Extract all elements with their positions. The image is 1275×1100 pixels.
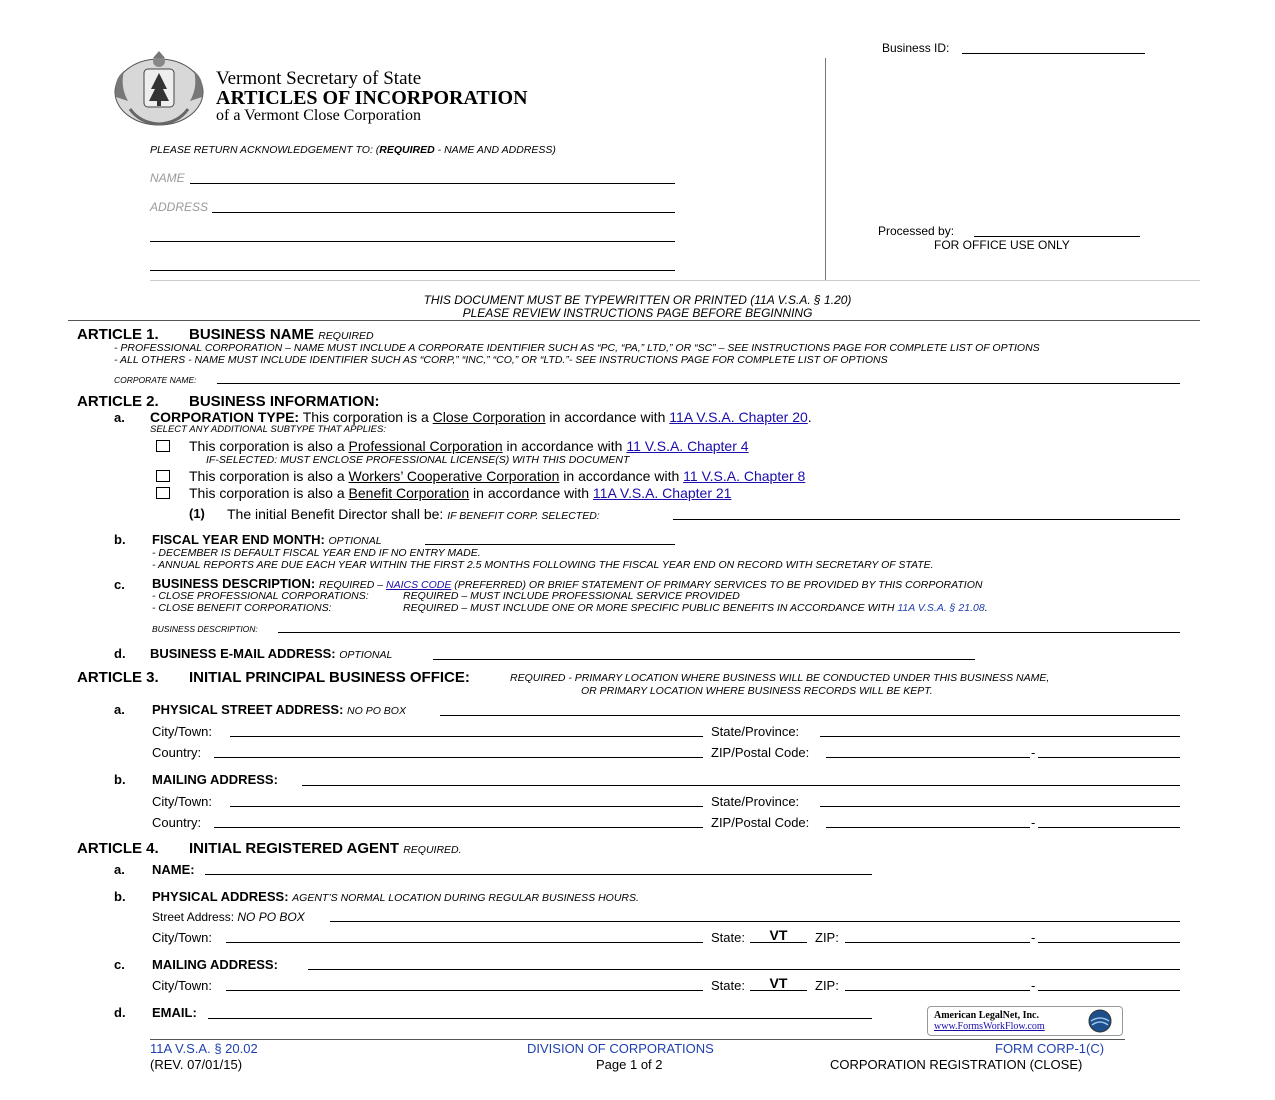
article3-title: INITIAL PRINCIPAL BUSINESS OFFICE: bbox=[189, 669, 470, 686]
a3a-zip-field[interactable] bbox=[826, 757, 1030, 758]
a3a-zip-label: ZIP/Postal Code: bbox=[711, 745, 810, 760]
a3-mailing-field[interactable] bbox=[302, 785, 1180, 786]
a3a-city-field[interactable] bbox=[230, 736, 703, 737]
a4c-zip-dash: - bbox=[1031, 978, 1036, 993]
a3a-state-field[interactable] bbox=[820, 736, 1180, 737]
a3b-zip4-field[interactable] bbox=[1038, 827, 1180, 828]
chapter20-link[interactable]: 11A V.S.A. Chapter 20 bbox=[669, 409, 808, 425]
agent-email-field[interactable] bbox=[208, 1018, 872, 1019]
article4-title: INITIAL REGISTERED AGENT REQUIRED. bbox=[189, 840, 462, 857]
professional-license-note: IF-SELECTED: MUST ENCLOSE PROFESSIONAL LICENSE(S) WITH THIS DOCUMENT bbox=[206, 454, 630, 466]
return-ack-label: PLEASE RETURN ACKNOWLEDGEMENT TO: (REQUIRED - NAME AND ADDRESS) bbox=[150, 144, 556, 156]
workers-coop-option: This corporation is also a Workers’ Cooperative Corporation in accordance with 11 V.S.A. Chapter 8 bbox=[189, 468, 806, 484]
article2-number: ARTICLE 2. bbox=[77, 393, 159, 410]
a3b-state-label: State/Province: bbox=[711, 794, 800, 809]
corporation-type-line: CORPORATION TYPE: This corporation is a Close Corporation in accordance with 11A V.S.A. Chapter 20. bbox=[150, 409, 812, 425]
processed-by-field[interactable] bbox=[974, 236, 1140, 237]
a4c-zip4-field[interactable] bbox=[1038, 990, 1180, 991]
a3b-zip-dash: - bbox=[1031, 815, 1036, 830]
address-label: ADDRESS bbox=[150, 200, 209, 214]
physical-street-field[interactable] bbox=[440, 715, 1180, 716]
professional-corp-option: This corporation is also a Professional Corporation in accordance with 11 V.S.A. Chapter 4 bbox=[189, 438, 749, 454]
a4c-state-label: State: bbox=[711, 978, 745, 993]
processed-by-label: Processed by: bbox=[878, 224, 955, 238]
a3a-zip4-field[interactable] bbox=[1038, 757, 1180, 758]
name-label: NAME bbox=[150, 171, 185, 185]
agent-street-field[interactable] bbox=[330, 921, 1180, 922]
a3a-city-label: City/Town: bbox=[152, 724, 212, 739]
a4b-zip-field[interactable] bbox=[845, 942, 1030, 943]
american-legalnet-badge[interactable] bbox=[927, 1006, 1123, 1036]
footer-form-description: CORPORATION REGISTRATION (CLOSE) bbox=[830, 1057, 1083, 1072]
page-title: ARTICLES OF INCORPORATION bbox=[216, 87, 528, 109]
corporate-name-field[interactable] bbox=[217, 383, 1180, 384]
agent-mailing-label: MAILING ADDRESS: bbox=[152, 957, 278, 972]
a4b-city-field[interactable] bbox=[226, 942, 703, 943]
a3a-country-label: Country: bbox=[152, 745, 202, 760]
article3-req1: REQUIRED - PRIMARY LOCATION WHERE BUSINESS WILL BE CONDUCTED UNDER THIS BUSINESS NAME, bbox=[510, 672, 1050, 684]
a4b-zip-dash: - bbox=[1031, 930, 1036, 945]
a4b-city-label: City/Town: bbox=[152, 930, 212, 945]
workers-coop-checkbox[interactable] bbox=[156, 470, 170, 482]
article4-a-letter: a. bbox=[114, 862, 125, 877]
a4c-city-field[interactable] bbox=[226, 990, 703, 991]
a4c-zip-label: ZIP: bbox=[815, 978, 839, 993]
notice-line1: THIS DOCUMENT MUST BE TYPEWRITTEN OR PRINTED (11A V.S.A. § 1.20) bbox=[423, 293, 852, 307]
naics-code-link[interactable]: NAICS CODE bbox=[385, 579, 452, 591]
article1-note2: - ALL OTHERS - NAME MUST INCLUDE IDENTIFIER SUCH AS “CORP,” “INC,” “CO,” OR “LTD.”- SEE INSTRUCTIONS PAGE FOR COMPLETE LIST OF OPTIONS bbox=[114, 354, 888, 366]
business-email-label: BUSINESS E-MAIL ADDRESS: OPTIONAL bbox=[150, 646, 393, 661]
benefit-corp-checkbox[interactable] bbox=[156, 487, 170, 499]
title-line3: of a Vermont Close Corporation bbox=[216, 107, 422, 124]
close-prof-note: REQUIRED – MUST INCLUDE PROFESSIONAL SERVICE PROVIDED bbox=[403, 590, 740, 602]
business-id-field[interactable] bbox=[962, 53, 1145, 54]
agent-physical-label: PHYSICAL ADDRESS: AGENT’S NORMAL LOCATION DURING REGULAR BUSINESS HOURS. bbox=[152, 889, 639, 904]
article1-title: BUSINESS NAME REQUIRED bbox=[189, 326, 374, 343]
article3-req2: OR PRIMARY LOCATION WHERE BUSINESS RECORDS WILL BE KEPT. bbox=[581, 685, 933, 697]
agent-name-field[interactable] bbox=[205, 874, 872, 875]
article1-number: ARTICLE 1. bbox=[77, 326, 159, 343]
footer-divider bbox=[150, 1039, 1125, 1040]
article2-d-letter: d. bbox=[114, 646, 126, 661]
article2-b-letter: b. bbox=[114, 532, 126, 547]
a3b-city-field[interactable] bbox=[230, 806, 703, 807]
article4-number: ARTICLE 4. bbox=[77, 840, 159, 857]
badge-url: www.FormsWorkFlow.com bbox=[934, 1021, 1045, 1032]
a3b-zip-label: ZIP/Postal Code: bbox=[711, 815, 810, 830]
title-line1: Vermont Secretary of State bbox=[216, 68, 422, 89]
subtype-note: SELECT ANY ADDITIONAL SUBTYPE THAT APPLIES: bbox=[150, 424, 386, 435]
business-description-field[interactable] bbox=[278, 632, 1180, 633]
a4c-state-value[interactable]: VT bbox=[750, 977, 807, 991]
a4c-zip-field[interactable] bbox=[845, 990, 1030, 991]
a3a-country-field[interactable] bbox=[214, 757, 703, 758]
article4-c-letter: c. bbox=[114, 957, 125, 972]
agent-mailing-field[interactable] bbox=[308, 969, 1180, 970]
agent-name-label: NAME: bbox=[152, 862, 195, 877]
article3-number: ARTICLE 3. bbox=[77, 669, 159, 686]
business-description-heading: BUSINESS DESCRIPTION: REQUIRED – NAICS CODE (PREFERRED) OR BRIEF STATEMENT OF PRIMARY SERVICES TO BE PROVIDED BY THIS CORPORATION bbox=[152, 576, 983, 591]
footer-form-number: FORM CORP-1(C) bbox=[995, 1041, 1105, 1056]
article2-title: BUSINESS INFORMATION: bbox=[189, 393, 380, 410]
chapter21-link[interactable]: 11A V.S.A. Chapter 21 bbox=[592, 485, 732, 501]
a4b-state-label: State: bbox=[711, 930, 745, 945]
business-description-label: BUSINESS DESCRIPTION: bbox=[152, 624, 258, 634]
return-address-field-1[interactable] bbox=[212, 212, 675, 213]
a4b-zip-label: ZIP: bbox=[815, 930, 839, 945]
close-benefit-note-label: - CLOSE BENEFIT CORPORATIONS: bbox=[152, 602, 332, 614]
fiscal-note1: - DECEMBER IS DEFAULT FISCAL YEAR END IF NO ENTRY MADE. bbox=[152, 547, 481, 559]
article3-a-letter: a. bbox=[114, 702, 125, 717]
office-divider bbox=[825, 58, 826, 280]
a3b-zip-field[interactable] bbox=[826, 827, 1030, 828]
footer-statute: 11A V.S.A. § 20.02 bbox=[150, 1041, 258, 1056]
header-divider bbox=[150, 280, 1200, 281]
close-prof-note-label: - CLOSE PROFESSIONAL CORPORATIONS: bbox=[152, 590, 369, 602]
chapter4-link[interactable]: 11 V.S.A. Chapter 4 bbox=[626, 438, 749, 454]
a4b-state-value[interactable]: VT bbox=[750, 929, 807, 943]
a3b-country-field[interactable] bbox=[214, 827, 703, 828]
a3b-city-label: City/Town: bbox=[152, 794, 212, 809]
benefit-director-number: (1) bbox=[189, 506, 205, 521]
article1-note1: - PROFESSIONAL CORPORATION – NAME MUST INCLUDE A CORPORATE IDENTIFIER SUCH AS “PC, “PA,” LTD,” OR “SC” – SEE INSTRUCTIONS PAGE FOR COMPLETE LIST OF OPTIONS bbox=[114, 342, 1040, 354]
a3a-zip-dash: - bbox=[1031, 745, 1036, 760]
footer-page-number: Page 1 of 2 bbox=[596, 1057, 663, 1072]
a3b-country-label: Country: bbox=[152, 815, 202, 830]
return-name-field[interactable] bbox=[190, 183, 675, 184]
badge-company: American LegalNet, Inc. bbox=[934, 1010, 1039, 1021]
footer-division: DIVISION OF CORPORATIONS bbox=[527, 1041, 714, 1056]
a4b-zip4-field[interactable] bbox=[1038, 942, 1180, 943]
physical-street-label: PHYSICAL STREET ADDRESS: NO PO BOX bbox=[152, 702, 406, 717]
a3-mailing-label: MAILING ADDRESS: bbox=[152, 772, 278, 787]
benefit-director-label: The initial Benefit Director shall be: IF BENEFIT CORP. SELECTED: bbox=[227, 506, 600, 522]
a3a-state-label: State/Province: bbox=[711, 724, 800, 739]
vermont-seal-icon bbox=[110, 49, 208, 127]
article4-d-letter: d. bbox=[114, 1005, 126, 1020]
chapter8-link[interactable]: 11 V.S.A. Chapter 8 bbox=[683, 468, 806, 484]
article3-b-letter: b. bbox=[114, 772, 126, 787]
fiscal-note2: - ANNUAL REPORTS ARE DUE EACH YEAR WITHIN THE FIRST 2.5 MONTHS FOLLOWING THE FISCAL YEAR END ON RECORD WITH SECRETARY OF STATE. bbox=[152, 559, 934, 571]
article2-a-letter: a. bbox=[114, 410, 125, 425]
article2-c-letter: c. bbox=[114, 577, 125, 592]
office-use-label: FOR OFFICE USE ONLY bbox=[934, 238, 1070, 252]
fiscal-year-field[interactable] bbox=[425, 544, 675, 545]
notice-line2: PLEASE REVIEW INSTRUCTIONS PAGE BEFORE BEGINNING bbox=[462, 306, 813, 320]
close-benefit-note: REQUIRED – MUST INCLUDE ONE OR MORE SPECIFIC PUBLIC BENEFITS IN ACCORDANCE WITH 11A V.S.A. § 21.08. bbox=[403, 602, 988, 614]
benefit-corp-option: This corporation is also a Benefit Corporation in accordance with 11A V.S.A. Chapter 21 bbox=[189, 485, 732, 501]
return-address-field-2[interactable] bbox=[150, 241, 675, 242]
professional-corp-checkbox[interactable] bbox=[156, 440, 170, 452]
agent-street-label: Street Address: NO PO BOX bbox=[152, 910, 305, 924]
return-address-field-3[interactable] bbox=[150, 270, 675, 271]
a4c-city-label: City/Town: bbox=[152, 978, 212, 993]
footer-revision: (REV. 07/01/15) bbox=[150, 1057, 243, 1072]
fiscal-year-label: FISCAL YEAR END MONTH: OPTIONAL bbox=[152, 532, 382, 547]
business-email-field[interactable] bbox=[433, 659, 975, 660]
section-2108-link[interactable]: 11A V.S.A. § 21.08 bbox=[897, 602, 985, 614]
globe-icon bbox=[1088, 1009, 1112, 1033]
agent-email-label: EMAIL: bbox=[152, 1005, 197, 1020]
benefit-director-field[interactable] bbox=[673, 519, 1180, 520]
business-id-label: Business ID: bbox=[882, 41, 950, 55]
corporate-name-label: CORPORATE NAME: bbox=[114, 375, 197, 385]
article4-b-letter: b. bbox=[114, 889, 126, 904]
notice-divider bbox=[68, 320, 1200, 321]
a3b-state-field[interactable] bbox=[820, 806, 1180, 807]
